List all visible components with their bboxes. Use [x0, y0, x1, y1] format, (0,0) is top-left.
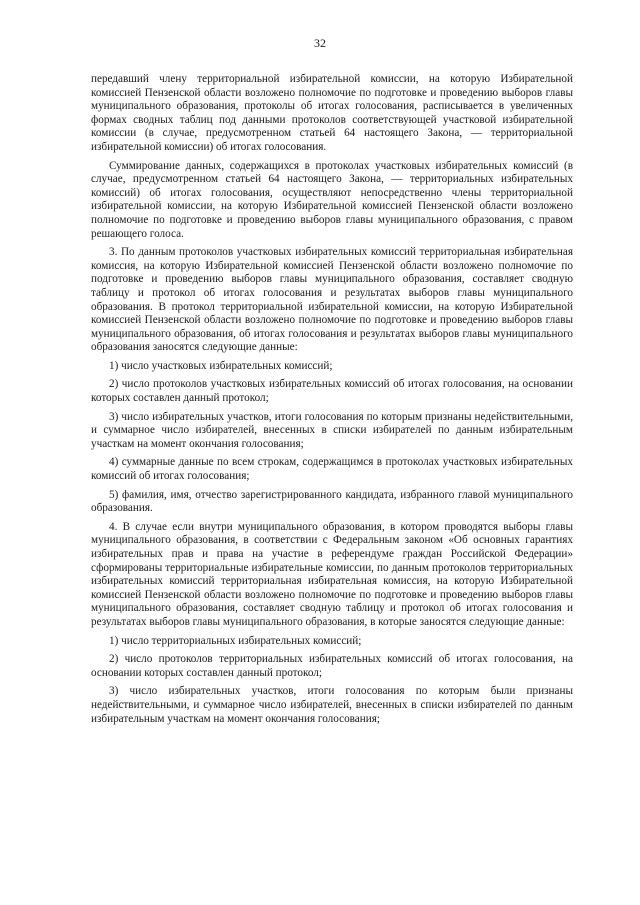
paragraph-clause-3: 3. По данным протоколов участковых избирательных комиссий территориальная избирательная комиссия, на которую Избирательной комиссией Пензенской области возложено полномочие по подготовке и проведению выборов главы муниципального образования, составляет сводную таблицу и протокол об итогах голосования и результатах выборов главы муниципального образования. В протокол территориальной избирательной комиссии, на которую Избирательной комиссией Пензенской области возложено полномочие по подготовке и проведению выборов главы муниципального образования, об итогах голосования и результатах выборов главы муниципального образования заносятся следующие данные: — [91, 246, 573, 354]
paragraph-continuation: передавший члену территориальной избирательной комиссии, на которую Избирательной комиссией Пензенской области возложено полномочие по подготовке и проведению выборов главы муниципального образования, протоколы об итогах голосования, расписывается в увеличенных формах сводных таблиц под данными протоколов соответствующей участковой избирательной комиссии (в случае, предусмотренном статьей 64 настоящего Закона, — территориальной избирательной комиссии) об итогах голосования. — [91, 73, 573, 153]
list-item-4-2: 2) число протоколов территориальных избирательных комиссий об итогах голосования, на основании которых составлен данный протокол; — [91, 653, 573, 679]
list-item-3-4: 4) суммарные данные по всем строкам, содержащимся в протоколах участковых избирательных комиссий об итогах голосования; — [91, 456, 573, 483]
list-item-4-3: 3) число избирательных участков, итоги голосования по которым были признаны недействительными, и суммарное число избирателей, внесенных в списки избирателей по данным избирательным участкам на момент окончания голосования; — [91, 685, 573, 725]
list-item-3-2: 2) число протоколов участковых избирательных комиссий об итогах голосования, на основании которых составлен данный протокол; — [91, 378, 573, 405]
list-item-3-3: 3) число избирательных участков, итоги голосования по которым признаны недействительными, и суммарное число избирателей, внесенных в списки избирателей по данным избирательным участкам на момент окончания голосования; — [91, 410, 573, 450]
document-body — [91, 73, 573, 731]
list-item-3-5: 5) фамилия, имя, отчество зарегистрированного кандидата, избранного главой муниципального образования. — [91, 488, 573, 515]
paragraph-summation: Суммирование данных, содержащихся в протоколах участковых избирательных комиссий (в случае, предусмотренном статьей 64 настоящего Закона, — территориальных избирательных комиссий) об итогах голосования, осуществляют непосредственно члены территориальной избирательной комиссии, на которую Избирательной комиссией Пензенской области возложено полномочие по подготовке и проведению выборов главы муниципального образования, с правом решающего голоса. — [91, 159, 573, 240]
list-item-4-1: 1) число территориальных избирательных комиссий; — [109, 634, 362, 647]
paragraph-clause-4: 4. В случае если внутри муниципального образования, в котором проводятся выборы главы муниципального образования, в соответствии с Федеральным законом «Об основных гарантиях избирательных прав и права на участие в референдуме граждан Российской Федерации» сформированы территориальные избирательные комиссии, по данным протоколов территориальных избирательных комиссий территориальная избирательная комиссия, на которую Избирательной комиссией Пензенской области возложено полномочие по подготовке и проведению выборов главы муниципального образования, составляет сводную таблицу и протокол об итогах голосования и результатах выборов главы муниципального образования, в которые заносятся следующие данные: — [91, 520, 573, 628]
page-number: 32 — [314, 36, 326, 50]
list-item-3-1: 1) число участковых избирательных комиссий; — [109, 359, 333, 372]
